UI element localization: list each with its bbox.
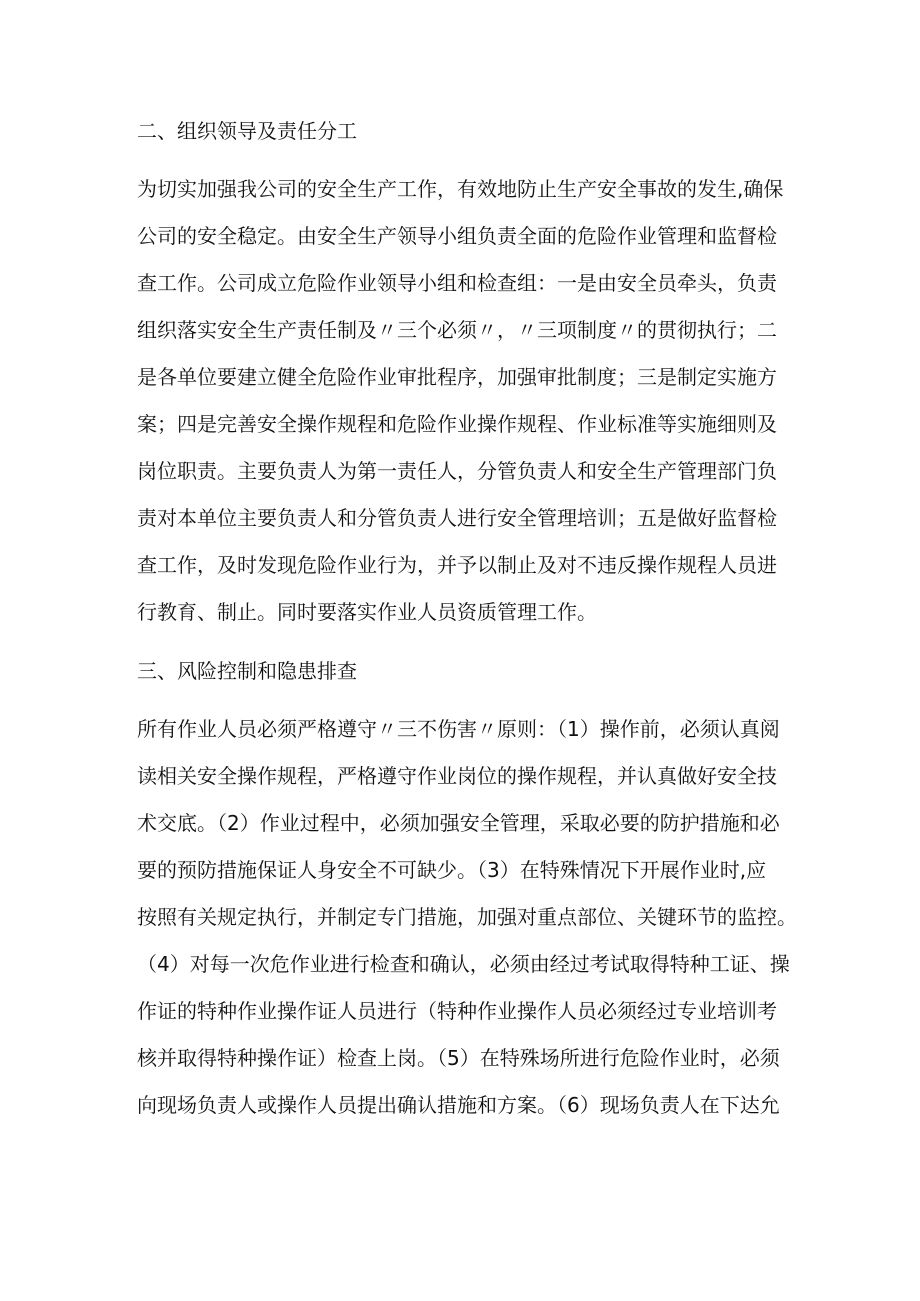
paragraph-line: 查工作，及时发现危险作业行为，并予以制止及对不违反操作规程人员进 — [137, 553, 777, 577]
paragraph-line: 案；四是完善安全操作规程和危险作业操作规程、作业标准等实施细则及 — [137, 412, 777, 436]
paragraph-line: 术交底。（2）作业过程中，必须加强安全管理，采取必要的防护措施和必 — [137, 811, 780, 835]
paragraph-line: （4）对每一次危作业进行检查和确认，必须由经过考试取得特种工证、操 — [137, 952, 790, 976]
paragraph-line: 核并取得特种操作证）检查上岗。（5）在特殊场所进行危险作业时，必须 — [137, 1046, 780, 1070]
paragraph-line: 行教育、制止。同时要落实作业人员资质管理工作。 — [137, 600, 597, 624]
paragraph-line: 作证的特种作业操作证人员进行（特种作业操作人员必须经过专业培训考 — [137, 999, 777, 1023]
paragraph-line: 岗位职责。主要负责人为第一责任人，分管负责人和安全生产管理部门负 — [137, 459, 777, 483]
section-heading-organization: 二、组织领导及责任分工 — [137, 119, 357, 143]
paragraph-line: 所有作业人员必须严格遵守〃三不伤害〃原则：（1）操作前，必须认真阅 — [137, 717, 780, 741]
paragraph-line: 要的预防措施保证人身安全不可缺少。（3）在特殊情况下开展作业时,应 — [137, 858, 767, 882]
paragraph-line: 向现场负责人或操作人员提出确认措施和方案。（6）现场负责人在下达允 — [137, 1093, 780, 1117]
paragraph-line: 是各单位要建立健全危险作业审批程序，加强审批制度；三是制定实施方 — [137, 365, 777, 389]
section-heading-risk-control: 三、风险控制和隐患排查 — [137, 659, 357, 683]
paragraph-line: 公司的安全稳定。由安全生产领导小组负责全面的危险作业管理和监督检 — [137, 224, 777, 248]
paragraph-line: 查工作。公司成立危险作业领导小组和检查组：一是由安全员牵头，负责 — [137, 271, 777, 295]
paragraph-risk-control — [137, 706, 802, 1129]
paragraph-line: 读相关安全操作规程，严格遵守作业岗位的操作规程，并认真做好安全技 — [137, 764, 777, 788]
paragraph-line: 按照有关规定执行，并制定专门措施，加强对重点部位、关键环节的监控。 — [137, 905, 797, 929]
paragraph-line: 为切实加强我公司的安全生产工作，有效地防止生产安全事故的发生,确保 — [137, 177, 784, 201]
paragraph-line: 组织落实安全生产责任制及〃三个必须〃，〃三项制度〃的贯彻执行；二 — [137, 318, 777, 342]
paragraph-organization — [137, 166, 802, 636]
paragraph-line: 责对本单位主要负责人和分管负责人进行安全管理培训；五是做好监督检 — [137, 506, 777, 530]
